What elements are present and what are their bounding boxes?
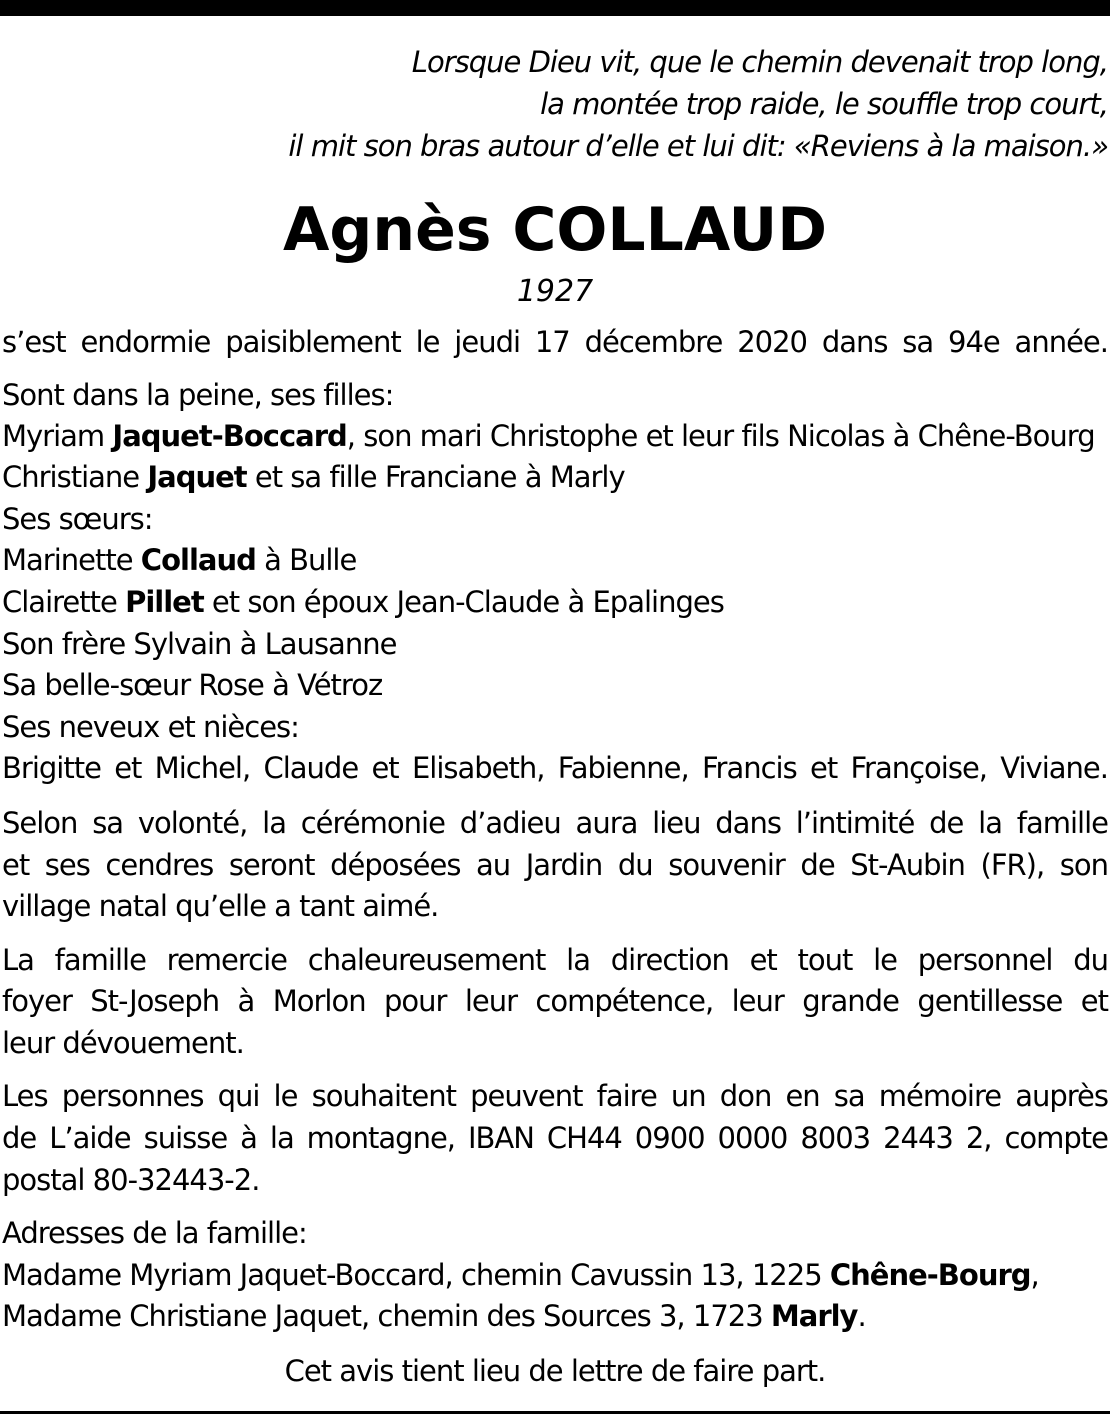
nephews-list: Brigitte et Michel, Claude et Elisabeth, Fabienne, Francis et Françoise, Viviane. bbox=[2, 751, 1108, 785]
top-rule bbox=[0, 0, 1110, 16]
first-name: Christiane bbox=[2, 460, 148, 494]
bottom-rule bbox=[0, 1411, 1110, 1414]
quote-line: la montée trop raide, le souffle trop court, bbox=[540, 87, 1108, 121]
family-member-line: Sa belle-sœur Rose à Vétroz bbox=[2, 668, 383, 702]
paragraph-line: leur dévouement. bbox=[2, 1026, 244, 1060]
family-member-line bbox=[2, 540, 1108, 580]
family-member-line bbox=[2, 416, 1108, 456]
paragraph-line: de L’aide suisse à la montagne, IBAN CH44 0900 0000 8003 2443 2, compte bbox=[2, 1121, 1108, 1155]
family-member-line bbox=[2, 457, 1108, 497]
address-punct: . bbox=[857, 1299, 866, 1333]
first-name: Myriam bbox=[2, 419, 113, 453]
quote-line: il mit son bras autour d’elle et lui dit: «Reviens à la maison.» bbox=[288, 129, 1108, 163]
paragraph-line: Les personnes qui le souhaitent peuvent faire un don en sa mémoire auprès bbox=[2, 1079, 1108, 1113]
address-text: Madame Myriam Jaquet-Boccard, chemin Cavussin 13, 1225 bbox=[2, 1258, 830, 1292]
deceased-name: Agnès COLLAUD bbox=[282, 195, 827, 265]
death-notice: s’est endormie paisiblement le jeudi 17 décembre 2020 dans sa 94e année. bbox=[2, 325, 1108, 359]
first-name: Clairette bbox=[2, 585, 126, 619]
relation-text: et son époux Jean-Claude à Epalinges bbox=[203, 585, 724, 619]
paragraph-line: La famille remercie chaleureusement la direction et tout le personnel du bbox=[2, 943, 1108, 977]
quote-line: Lorsque Dieu vit, que le chemin devenait trop long, bbox=[411, 45, 1108, 79]
paragraph-line: village natal qu’elle a tant aimé. bbox=[2, 889, 439, 923]
address-line bbox=[2, 1255, 1108, 1295]
family-member-line bbox=[2, 582, 1108, 622]
address-line bbox=[2, 1296, 1108, 1336]
surname: Jaquet-Boccard bbox=[112, 419, 347, 453]
paragraph-line: et ses cendres seront déposées au Jardin du souvenir de St-Aubin (FR), son bbox=[2, 848, 1108, 882]
paragraph-line: Selon sa volonté, la cérémonie d’adieu aura lieu dans l’intimité de la famille bbox=[2, 806, 1108, 840]
surname: Pillet bbox=[125, 585, 204, 619]
address-city: Marly bbox=[770, 1299, 858, 1333]
closing-line: Cet avis tient lieu de lettre de faire part. bbox=[284, 1354, 826, 1388]
paragraph-line: postal 80-32443-2. bbox=[2, 1163, 260, 1197]
relation-text: à Bulle bbox=[255, 543, 357, 577]
surname: Jaquet bbox=[147, 460, 247, 494]
address-city: Chêne-Bourg bbox=[829, 1258, 1031, 1292]
sisters-heading: Ses sœurs: bbox=[2, 502, 153, 536]
surname: Collaud bbox=[140, 543, 256, 577]
address-punct: , bbox=[1030, 1258, 1039, 1292]
relation-text: , son mari Christophe et leur fils Nicolas à Chêne-Bourg bbox=[346, 419, 1095, 453]
nephews-heading: Ses neveux et nièces: bbox=[2, 710, 299, 744]
birth-year: 1927 bbox=[516, 274, 594, 309]
addresses-heading: Adresses de la famille: bbox=[2, 1216, 307, 1250]
address-text: Madame Christiane Jaquet, chemin des Sources 3, 1723 bbox=[2, 1299, 771, 1333]
first-name: Marinette bbox=[2, 543, 141, 577]
family-member-line: Son frère Sylvain à Lausanne bbox=[2, 627, 397, 661]
paragraph-line: foyer St-Joseph à Morlon pour leur compétence, leur grande gentillesse et bbox=[2, 984, 1108, 1018]
relation-text: et sa fille Franciane à Marly bbox=[246, 460, 625, 494]
daughters-heading: Sont dans la peine, ses filles: bbox=[2, 378, 394, 412]
